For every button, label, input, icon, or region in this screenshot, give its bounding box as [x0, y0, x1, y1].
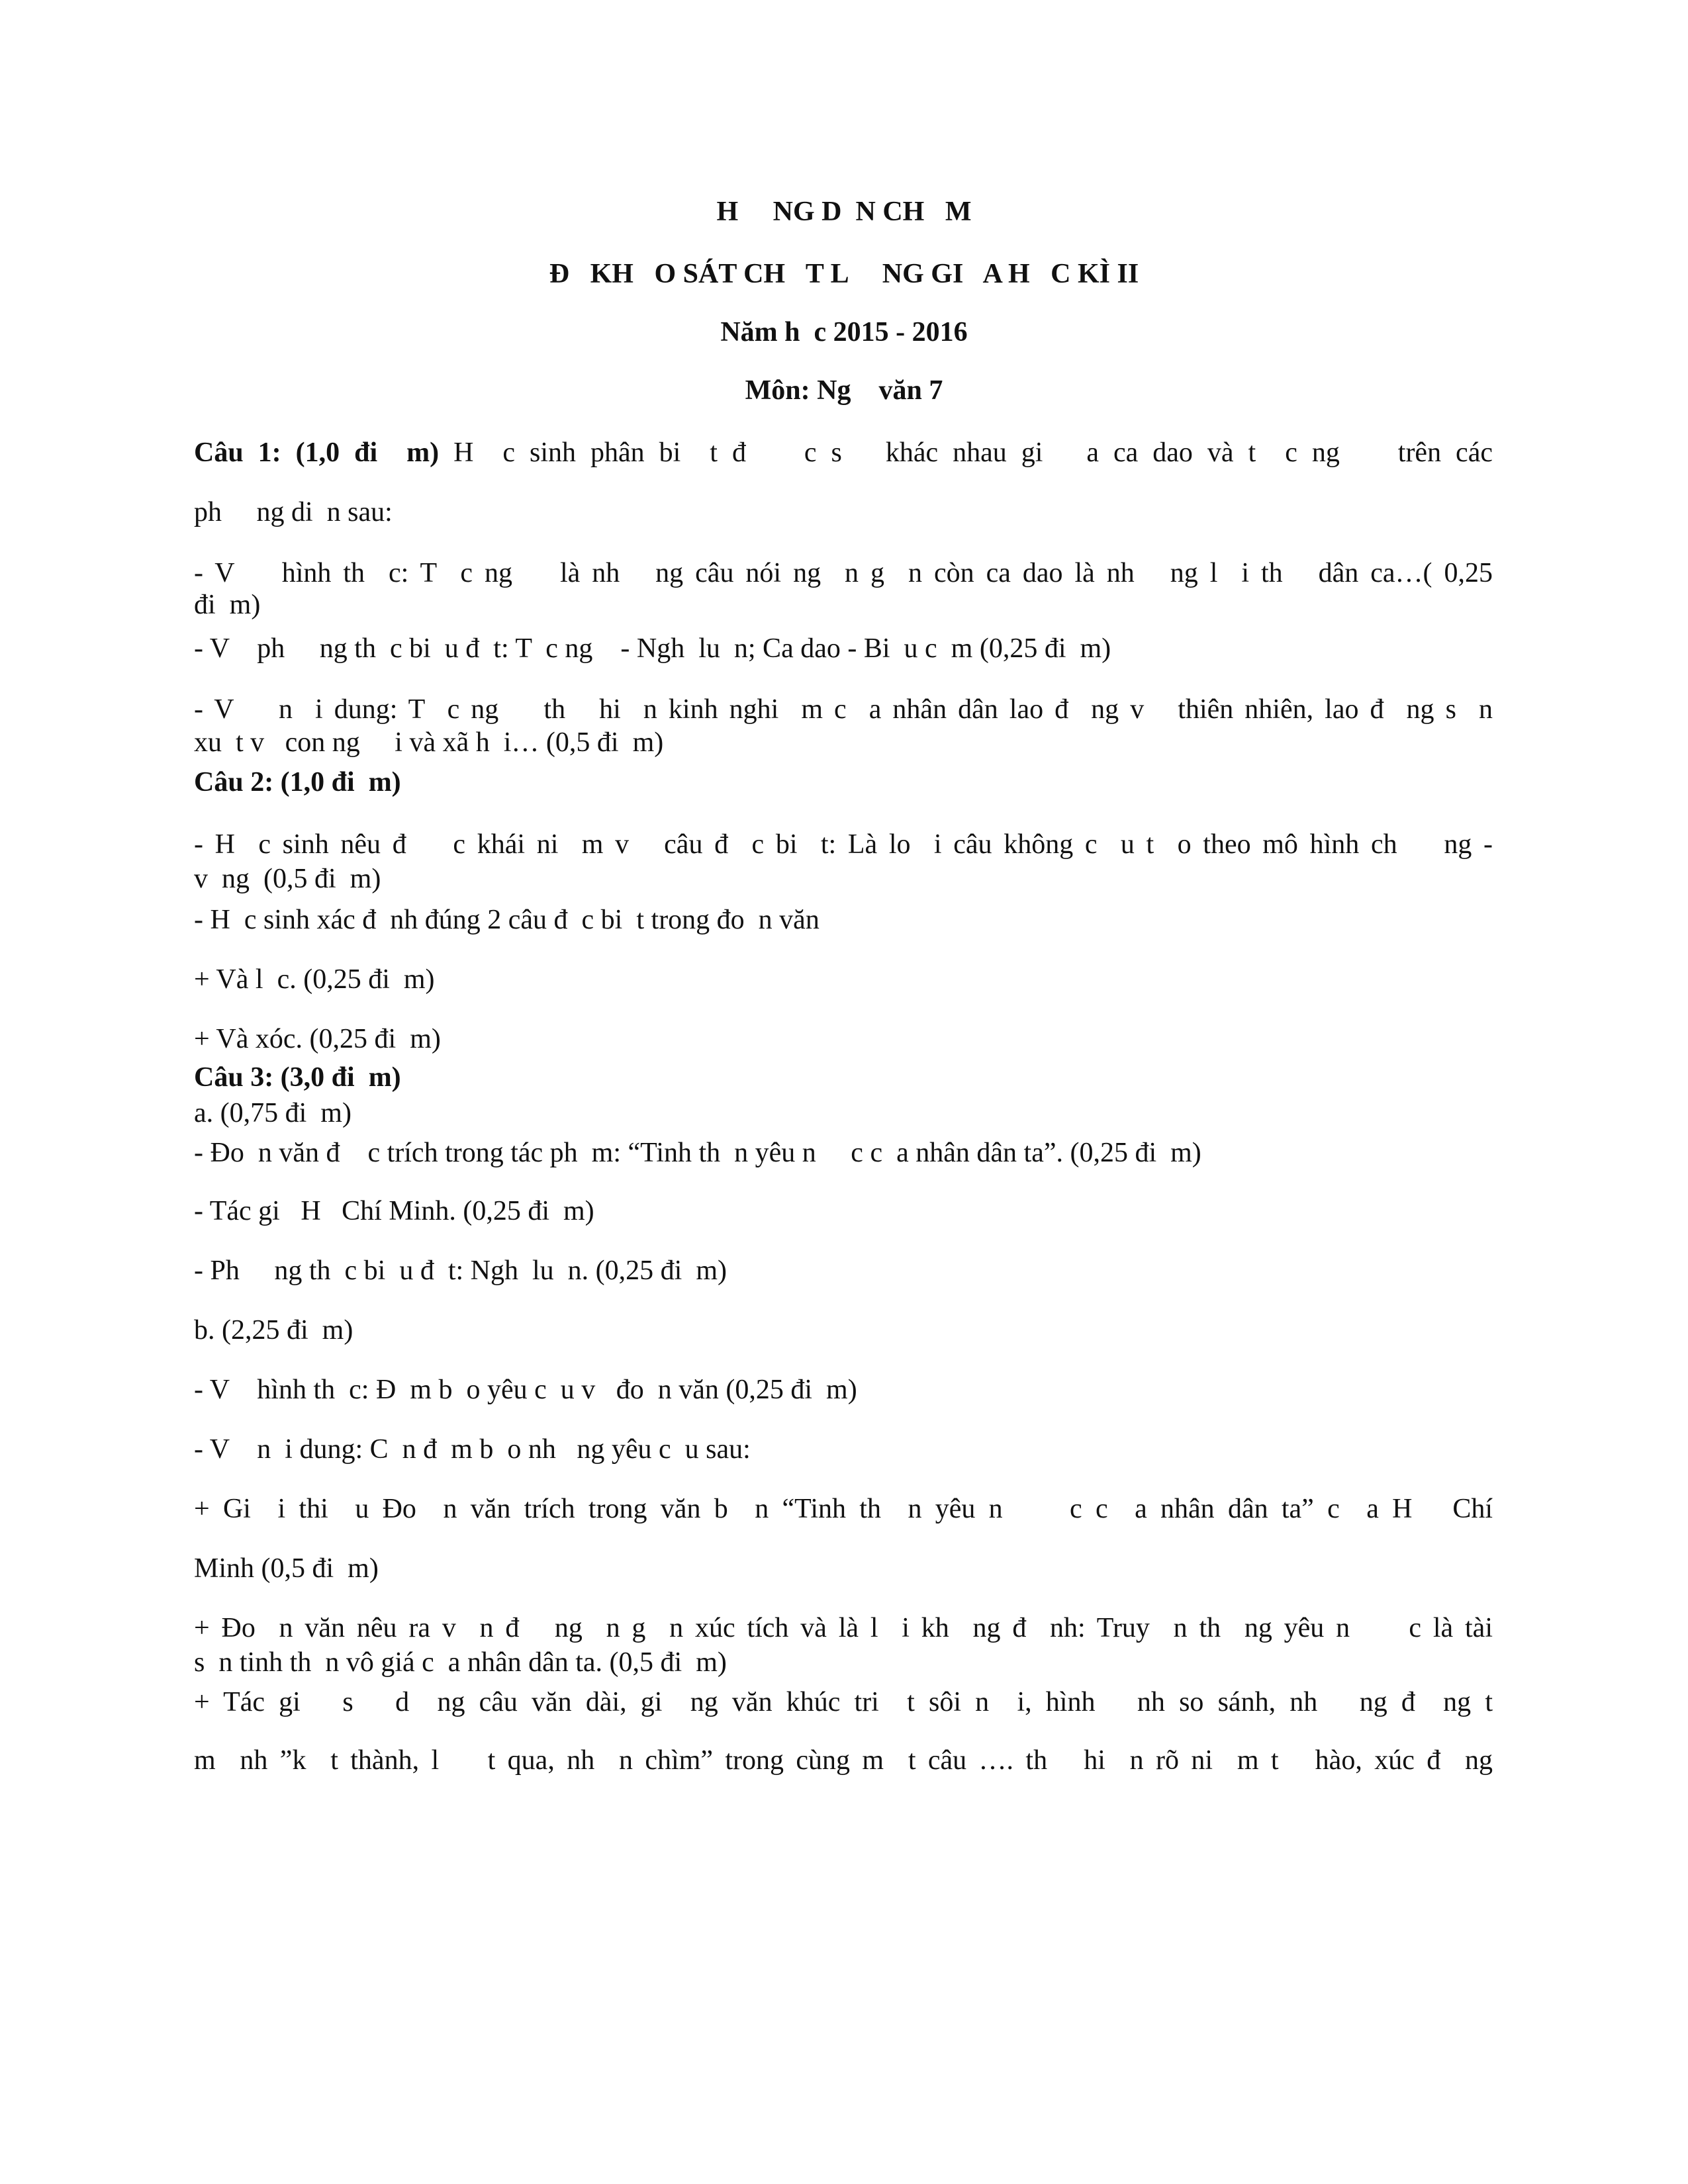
q3-b-point-4-cont: s n tinh th n vô giá c a nhân dân ta. (0,5 đi m) — [194, 1647, 727, 1678]
q3-b-point-3: + Gi i thi u Đo n văn trích trong văn b n “Tinh th n yêu n c c a nhân dân ta” c a H Chí — [194, 1494, 1493, 1524]
q2-label: Câu 2: (1,0 đi m) — [194, 767, 401, 797]
q3-b-point-5-cont: m nh ”k t thành, l t qua, nh n chìm” trong cùng m t câu …. th hi n rõ ni m t hào, xúc đ ng — [194, 1745, 1493, 1776]
q3-b-point-4: + Đo n văn nêu ra v n đ ng n g n xúc tích và là l i kh ng đ nh: Truy n th ng yêu n c là tài — [194, 1613, 1493, 1643]
q3-a-point-3: - Ph ng th c bi u đ t: Ngh lu n. (0,25 đi m) — [194, 1255, 727, 1286]
doc-title: H NG D N CH M — [716, 197, 972, 227]
q1-label: Câu 1: (1,0 đi m) — [194, 437, 440, 468]
q3-b-point-5: + Tác gi s d ng câu văn dài, gi ng văn khúc tri t sôi n i, hình nh so sánh, nh ng đ ng t — [194, 1687, 1493, 1717]
q2-point-2: - H c sinh xác đ nh đúng 2 câu đ c bi t trong đo n văn — [194, 905, 820, 935]
q3-part-b: b. (2,25 đi m) — [194, 1315, 353, 1345]
q2-point-1: - H c sinh nêu đ c khái ni m v câu đ c bi t: Là lo i câu không c u t o theo mô hình ch ng - — [194, 829, 1493, 860]
school-year: Năm h c 2015 - 2016 — [720, 317, 968, 347]
q3-label: Câu 3: (3,0 đi m) — [194, 1062, 401, 1093]
q1-intro-line — [194, 437, 1493, 469]
q3-b-point-3-cont: Minh (0,5 đi m) — [194, 1553, 379, 1584]
q2-point-1-cont: v ng (0,5 đi m) — [194, 864, 381, 894]
q3-a-point-2: - Tác gi H Chí Minh. (0,25 đi m) — [194, 1196, 594, 1226]
q1-intro-cont: ph ng di n sau: — [194, 497, 393, 527]
q3-part-a: a. (0,75 đi m) — [194, 1098, 352, 1128]
q1-intro: H c sinh phân bi t đ c s khác nhau gi a ca dao và t c ng trên các — [439, 437, 1493, 468]
q1-point-3-cont: xu t v con ng i và xã h i… (0,5 đi m) — [194, 727, 664, 758]
q2-answer-1: + Và l c. (0,25 đi m) — [194, 964, 435, 995]
doc-subtitle: Đ KH O SÁT CH T L NG GI A H C KÌ II — [549, 259, 1139, 289]
q3-a-point-1: - Đo n văn đ c trích trong tác ph m: “Tinh th n yêu n c c a nhân dân ta”. (0,25 đi m) — [194, 1138, 1201, 1168]
q1-point-3: - V n i dung: T c ng th hi n kinh nghi m c a nhân dân lao đ ng v thiên nhiên, lao đ ng s n — [194, 694, 1493, 725]
q1-point-1-cont: đi m) — [194, 590, 261, 620]
q2-answer-2: + Và xóc. (0,25 đi m) — [194, 1024, 441, 1054]
q1-point-1: - V hình th c: T c ng là nh ng câu nói ng n g n còn ca dao là nh ng l i th dân ca…( 0,25 — [194, 558, 1493, 588]
q3-b-point-2: - V n i dung: C n đ m b o nh ng yêu c u sau: — [194, 1434, 751, 1465]
q3-b-point-1: - V hình th c: Đ m b o yêu c u v đo n văn (0,25 đi m) — [194, 1375, 857, 1405]
q1-point-2: - V ph ng th c bi u đ t: T c ng - Ngh lu n; Ca dao - Bi u c m (0,25 đi m) — [194, 633, 1111, 664]
subject: Môn: Ng văn 7 — [745, 375, 943, 406]
